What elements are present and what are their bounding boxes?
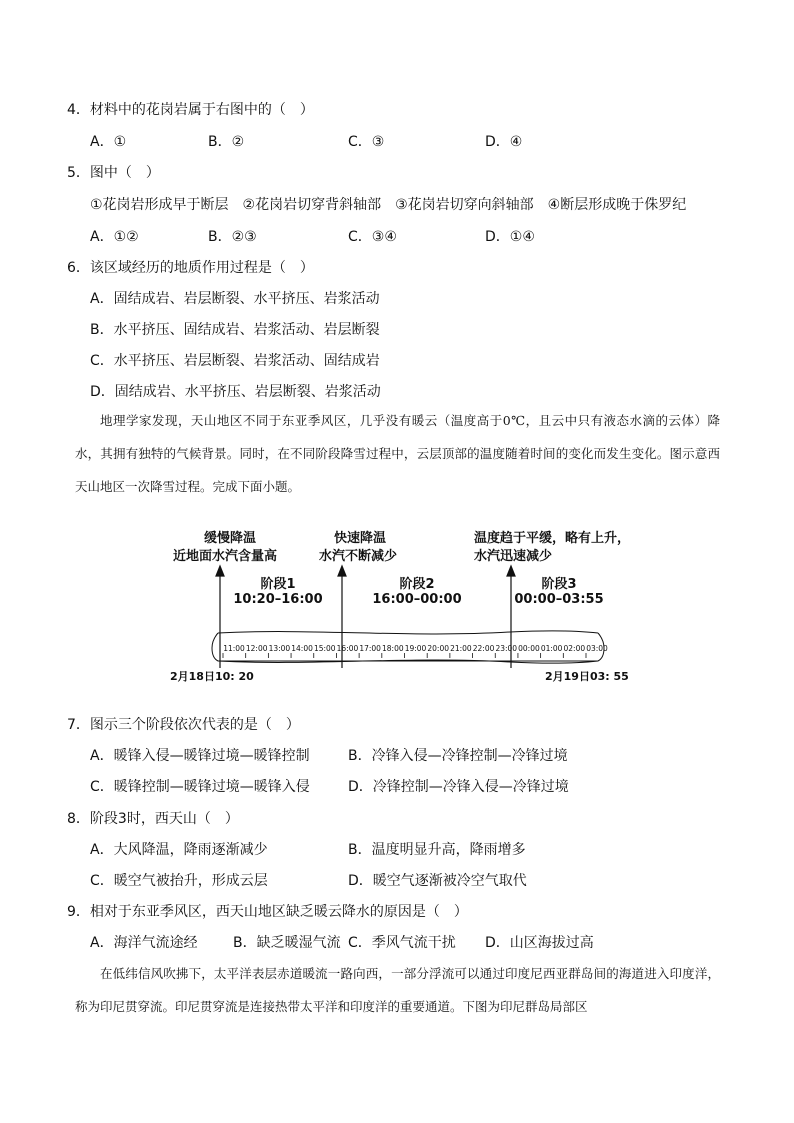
stage3-range: 00:00–03:55 — [514, 592, 604, 607]
tick-label: 17:00 — [359, 644, 381, 653]
tick-label: 22:00 — [472, 644, 495, 653]
q4-option-d[interactable]: D．④ — [485, 134, 523, 150]
tick-label: 14:00 — [291, 644, 313, 653]
q4-option-b[interactable]: B．② — [208, 134, 245, 150]
q9-option-b[interactable]: B．缺乏暖湿气流 — [233, 935, 341, 951]
tick-label: 23:00 — [495, 644, 518, 653]
q8-option-b[interactable]: B．温度明显升高，降雨增多 — [348, 842, 526, 858]
q6-option-d[interactable]: D．固结成岩、水平挤压、岩层断裂、岩浆活动 — [90, 384, 381, 400]
stage3-name: 阶段3 — [541, 577, 577, 592]
q9-option-c[interactable]: C．季风气流干扰 — [348, 935, 456, 951]
q9-option-a[interactable]: A．海洋气流途经 — [90, 935, 198, 951]
tick-label: 13:00 — [268, 644, 291, 653]
label-stage1-title: 缓慢降温 — [203, 531, 257, 546]
tick-label: 16:00 — [336, 644, 359, 653]
stage2-name: 阶段2 — [399, 577, 435, 592]
passage-indonesian-throughflow: 在低纬信风吹拂下，太平洋表层赤道暖流一路向西，一部分浮流可以通过印度尼西亚群岛间的海道进入印度洋，称为印尼贯穿流。印尼贯穿流是连接热带太平洋和印度洋的重要通道。下图为印尼群岛局部区 — [75, 966, 720, 1014]
question-4-stem: 4．材料中的花岗岩属于右图中的（ ） — [67, 102, 314, 118]
tick-label: 01:00 — [540, 644, 563, 653]
question-8-stem: 8．阶段3时，西天山（ ） — [67, 811, 239, 827]
tick-label: 18:00 — [382, 644, 404, 653]
timeline-ticks — [223, 644, 608, 658]
tick-label: 02:00 — [563, 644, 586, 653]
label-stage3-desc: 水汽迅速减少 — [474, 549, 553, 564]
tick-label: 20:00 — [427, 644, 449, 653]
q9-option-d[interactable]: D．山区海拔过高 — [485, 935, 594, 951]
q7-option-c[interactable]: C．暖锋控制—暖锋过境—暖锋入侵 — [90, 779, 310, 795]
stage2-range: 16:00–00:00 — [372, 592, 462, 607]
q8-option-a[interactable]: A．大风降温，降雨逐渐减少 — [90, 842, 268, 858]
q5-statements: ①花岗岩形成早于断层 ②花岗岩切穿背斜轴部 ③花岗岩切穿向斜轴部 ④断层形成晚于侏罗纪 — [90, 197, 687, 213]
q8-option-d[interactable]: D．暖空气逐渐被冷空气取代 — [348, 873, 527, 889]
q7-option-b[interactable]: B．冷锋入侵—冷锋控制—冷锋过境 — [348, 748, 568, 764]
q6-option-a[interactable]: A．固结成岩、岩层断裂、水平挤压、岩浆活动 — [90, 291, 380, 307]
q5-option-a[interactable]: A．①② — [90, 229, 139, 245]
passage-tianshan: 地理学家发现，天山地区不同于东亚季风区，几乎没有暖云（温度高于0℃，且云中只有液态水滴的云体）降水，其拥有独特的气候背景。同时，在不同阶段降雪过程中，云层顶部的温度随着时间的变化而发生变化。图示意西天山地区一次降雪过程。完成下面小题。 — [75, 413, 720, 494]
tick-label: 15:00 — [313, 644, 336, 653]
q5-option-b[interactable]: B．②③ — [208, 229, 257, 245]
q7-option-a[interactable]: A．暖锋入侵—暖锋过境—暖锋控制 — [90, 748, 310, 764]
tick-label: 12:00 — [245, 644, 268, 653]
q4-option-a[interactable]: A．① — [90, 134, 127, 150]
stage1-name: 阶段1 — [260, 577, 296, 592]
q6-option-b[interactable]: B．水平挤压、固结成岩、岩浆活动、岩层断裂 — [90, 322, 380, 338]
q5-option-d[interactable]: D．①④ — [485, 229, 535, 245]
q8-option-c[interactable]: C．暖空气被抬升，形成云层 — [90, 873, 268, 889]
tick-label: 21:00 — [450, 644, 472, 653]
question-9-stem: 9．相对于东亚季风区，西天山地区缺乏暖云降水的原因是（ ） — [67, 904, 468, 920]
q5-option-c[interactable]: C．③④ — [348, 229, 397, 245]
stage1-range: 10:20–16:00 — [233, 592, 323, 607]
end-date-label: 2月19日03: 55 — [545, 670, 629, 683]
question-5-stem: 5．图中（ ） — [67, 165, 160, 181]
tick-label: 11:00 — [223, 644, 245, 653]
q7-option-d[interactable]: D．冷锋控制—冷锋入侵—冷锋过境 — [348, 779, 569, 795]
tick-label: 03:00 — [586, 644, 608, 653]
start-date-label: 2月18日10: 20 — [170, 670, 254, 683]
q6-option-c[interactable]: C．水平挤压、岩层断裂、岩浆活动、固结成岩 — [90, 353, 380, 369]
label-stage3-title: 温度趋于平缓，略有上升， — [474, 531, 631, 546]
tick-label: 00:00 — [518, 644, 540, 653]
question-7-stem: 7．图示三个阶段依次代表的是（ ） — [67, 717, 300, 733]
tick-label: 19:00 — [404, 644, 427, 653]
snowfall-timeline-diagram — [150, 520, 650, 692]
label-stage2-title: 快速降温 — [333, 531, 387, 546]
question-6-stem: 6．该区域经历的地质作用过程是（ ） — [67, 260, 314, 276]
label-stage2-desc: 水汽不断减少 — [318, 549, 398, 564]
label-stage1-desc: 近地面水汽含量高 — [172, 549, 278, 564]
q4-option-c[interactable]: C．③ — [348, 134, 385, 150]
